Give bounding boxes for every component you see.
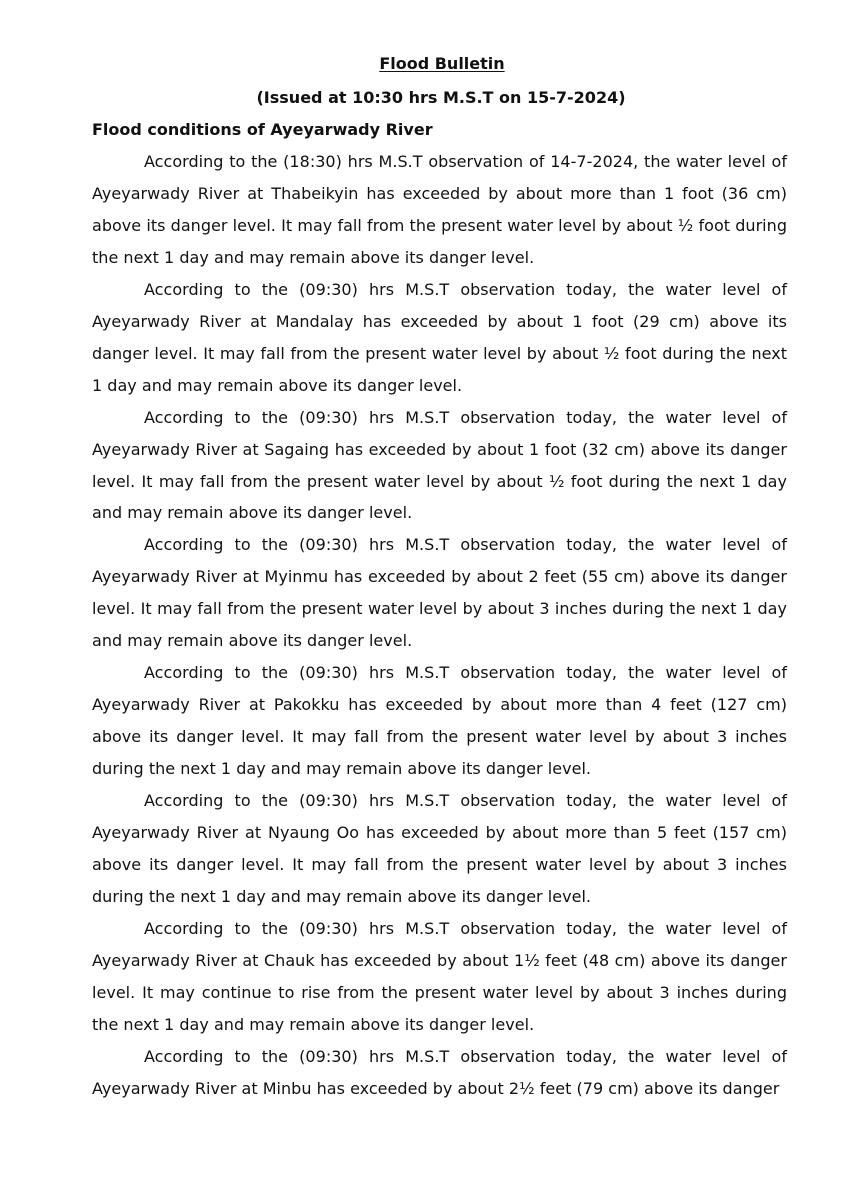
bulletin-title <box>92 52 787 76</box>
bulletin-title-text: Flood Bulletin <box>379 54 505 73</box>
paragraph-sagaing: According to the (09:30) hrs M.S.T observation today, the water level of Ayeyarwady River at Sagaing has exceeded by about 1 foot (32 cm) above its danger level. It may fall from the present water level by about ½ foot during the next 1 day and may remain above its danger level. <box>92 407 787 523</box>
paragraph-myinmu: According to the (09:30) hrs M.S.T observation today, the water level of Ayeyarwady River at Myinmu has exceeded by about 2 feet (55 cm) above its danger level. It may fall from the present water level by about 3 inches during the next 1 day and may remain above its danger level. <box>92 535 787 651</box>
issued-line: (Issued at 10:30 hrs M.S.T on 15-7-2024) <box>256 88 626 107</box>
section-heading: Flood conditions of Ayeyarwady River <box>92 120 433 139</box>
paragraph-minbu: According to the (09:30) hrs M.S.T observation today, the water level of Ayeyarwady River at Minbu has exceeded by about 2½ feet (79 cm) above its danger <box>92 1046 787 1098</box>
paragraph-nyaung-oo: According to the (09:30) hrs M.S.T observation today, the water level of Ayeyarwady River at Nyaung Oo has exceeded by about more than 5 feet (157 cm) above its danger level. It may fall from the present water level by about 3 inches during the next 1 day and may remain above its danger level. <box>92 791 787 906</box>
paragraph-pakokku: According to the (09:30) hrs M.S.T observation today, the water level of Ayeyarwady River at Pakokku has exceeded by about more than 4 feet (127 cm) above its danger level. It may fall from the present water level by about 3 inches during the next 1 day and may remain above its danger level. <box>92 663 787 779</box>
paragraph-thabeikyin: According to the (18:30) hrs M.S.T observation of 14-7-2024, the water level of Ayeyarwady River at Thabeikyin has exceeded by about more than 1 foot (36 cm) above its danger level. It may fall from the present water level by about ½ foot during the next 1 day and may remain above its danger level. <box>92 152 787 267</box>
bulletin-page <box>92 52 787 1105</box>
paragraph-chauk: According to the (09:30) hrs M.S.T observation today, the water level of Ayeyarwady River at Chauk has exceeded by about 1½ feet (48 cm) above its danger level. It may continue to rise from the present water level by about 3 inches during the next 1 day and may remain above its danger level. <box>92 918 787 1034</box>
paragraph-mandalay: According to the (09:30) hrs M.S.T observation today, the water level of Ayeyarwady River at Mandalay has exceeded by about 1 foot (29 cm) above its danger level. It may fall from the present water level by about ½ foot during the next 1 day and may remain above its danger level. <box>92 279 787 395</box>
